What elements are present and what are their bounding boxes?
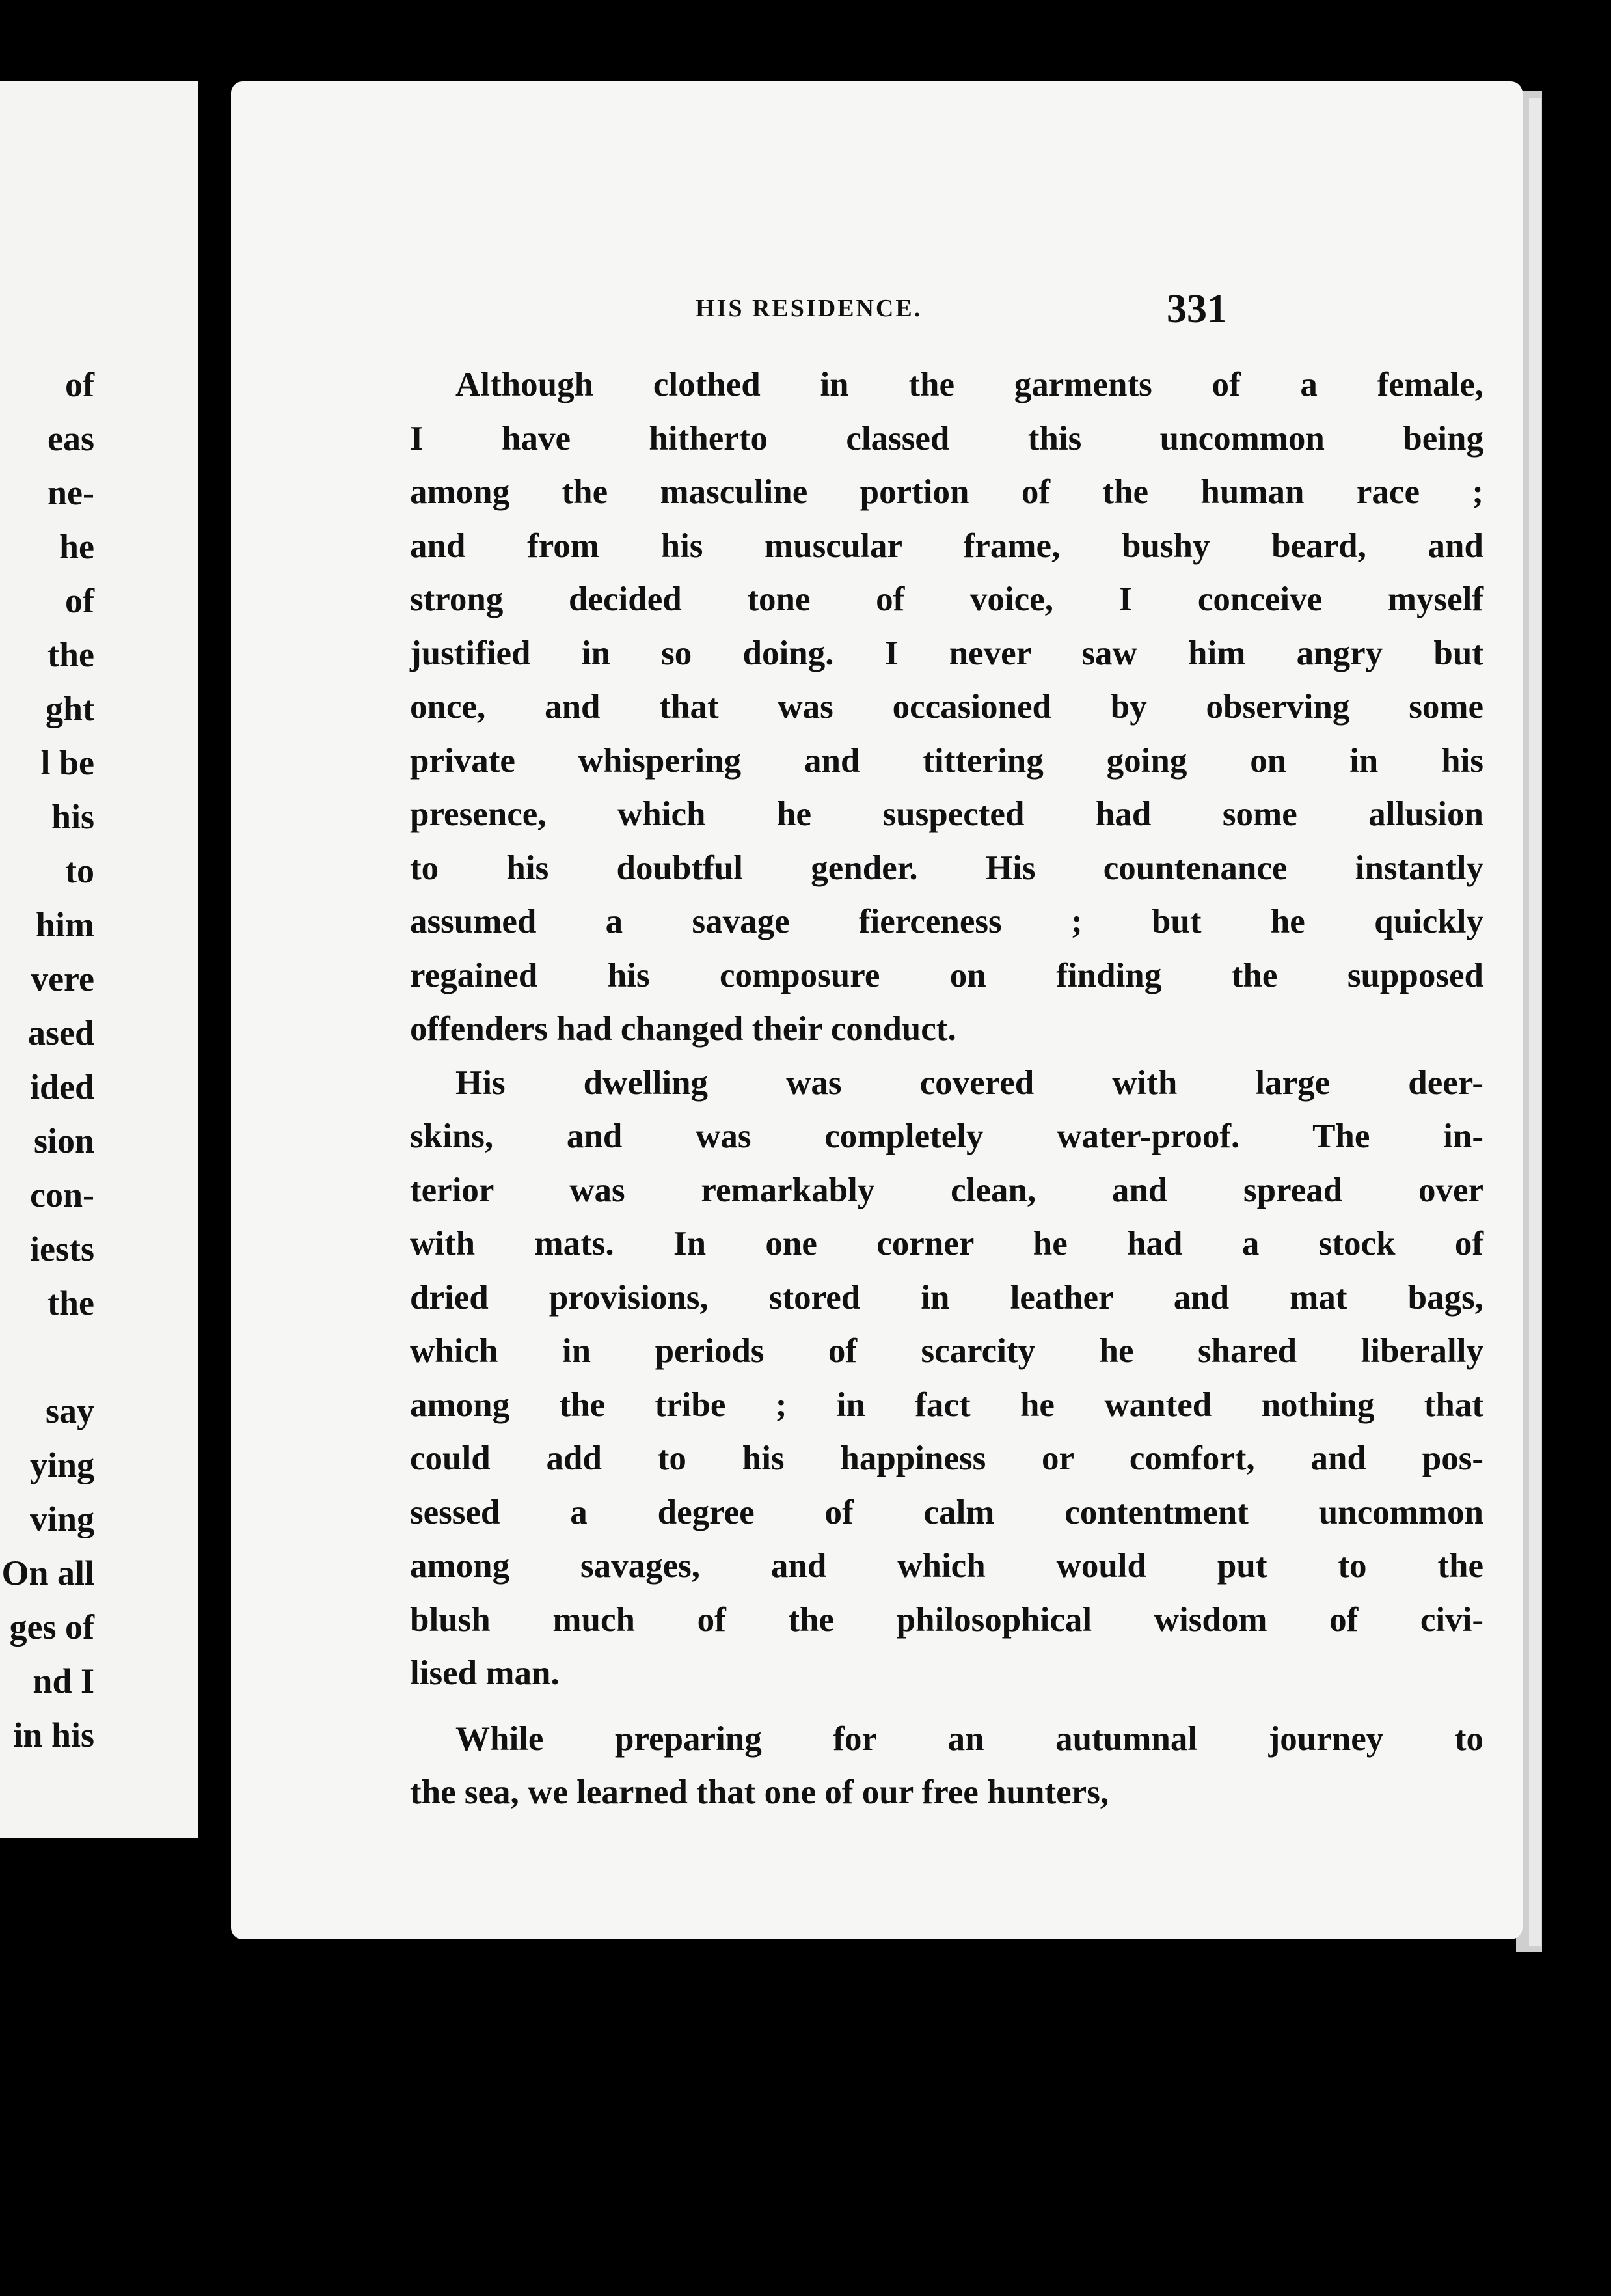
left-page-line: nd I — [33, 1661, 94, 1701]
text-line: among the tribe ; in fact he wanted nothing that — [410, 1386, 1483, 1424]
text-line: assumed a savage fierceness ; but he quickly — [410, 903, 1483, 940]
left-page-text — [1, 358, 94, 1762]
text-line: dried provisions, stored in leather and mat bags, — [410, 1278, 1483, 1317]
left-page-line: the — [47, 1283, 94, 1322]
left-page-line: ided — [29, 1067, 94, 1106]
left-page-line: ght — [45, 689, 94, 728]
left-page-line: in his — [13, 1715, 94, 1755]
text-line: regained his composure on finding the supposed — [410, 956, 1483, 994]
text-line: terior was remarkably clean, and spread over — [410, 1171, 1483, 1209]
text-line: private whispering and tittering going on in his — [410, 741, 1483, 780]
page-number: 331 — [1167, 287, 1227, 331]
left-page-line: iests — [30, 1229, 94, 1268]
running-head: HIS RESIDENCE. — [696, 295, 923, 322]
left-page-line: On all — [1, 1553, 94, 1592]
left-page-line: ying — [29, 1445, 94, 1484]
text-line: among savages, and which would put to the — [410, 1547, 1483, 1585]
text-line: justified in so doing. I never saw him angry but — [410, 634, 1483, 672]
text-line: which in periods of scarcity he shared liberally — [410, 1332, 1483, 1370]
text-line: among the masculine portion of the human race ; — [410, 473, 1483, 511]
text-line: and from his muscular frame, bushy beard, and — [410, 526, 1483, 565]
paragraph — [410, 1056, 1483, 1701]
text-line: to his doubtful gender. His countenance instantly — [410, 849, 1483, 887]
left-page-line: l be — [40, 743, 94, 782]
left-page-line: his — [51, 797, 94, 836]
left-page-line: ges of — [9, 1607, 94, 1647]
paragraph-gap — [410, 1701, 1483, 1712]
text-line: His dwelling was covered with large deer- — [455, 1063, 1483, 1102]
page-edge-inner — [1529, 98, 1541, 1946]
text-line: I have hitherto classed this uncommon being — [410, 419, 1483, 458]
text-line: sessed a degree of calm contentment uncommon — [410, 1493, 1483, 1531]
text-line: strong decided tone of voice, I conceive myself — [410, 581, 1483, 618]
left-page-line: the — [47, 635, 94, 674]
text-line: with mats. In one corner he had a stock of — [410, 1225, 1483, 1263]
left-page-line: ving — [29, 1499, 94, 1538]
text-line: While preparing for an autumnal journey to — [455, 1719, 1483, 1758]
page-header — [231, 286, 1523, 338]
left-page-line: say — [45, 1391, 94, 1430]
left-page-line: ne- — [47, 473, 94, 512]
text-line: offenders had changed their conduct. — [410, 1010, 956, 1048]
text-line: lised man. — [410, 1654, 560, 1692]
text-line: the sea, we learned that one of our free hunters, — [410, 1773, 1109, 1811]
paragraph — [410, 358, 1483, 1056]
text-line: presence, which he suspected had some allusion — [410, 795, 1483, 833]
left-page-line: of — [65, 365, 94, 404]
text-line: could add to his happiness or comfort, and pos- — [410, 1440, 1483, 1477]
text-line: blush much of the philosophical wisdom of civi- — [410, 1600, 1483, 1639]
text-line: once, and that was occasioned by observing some — [410, 688, 1483, 726]
left-page-line: of — [65, 581, 94, 620]
body-text — [410, 358, 1483, 1820]
left-page-line: con- — [30, 1175, 94, 1214]
left-page-line: vere — [31, 959, 94, 998]
left-page-line: he — [59, 527, 94, 566]
left-page-line: eas — [47, 419, 94, 458]
text-line: Although clothed in the garments of a female, — [455, 366, 1483, 403]
right-page — [231, 81, 1523, 1939]
left-page-line: ased — [27, 1013, 94, 1052]
left-page — [0, 81, 198, 1838]
left-page-line: to — [65, 851, 94, 890]
left-page-line — [1, 1330, 94, 1384]
text-line: skins, and was completely water-proof. The in- — [410, 1117, 1483, 1155]
left-page-line: him — [35, 905, 94, 944]
left-page-line: sion — [33, 1121, 94, 1160]
paragraph — [410, 1712, 1483, 1820]
